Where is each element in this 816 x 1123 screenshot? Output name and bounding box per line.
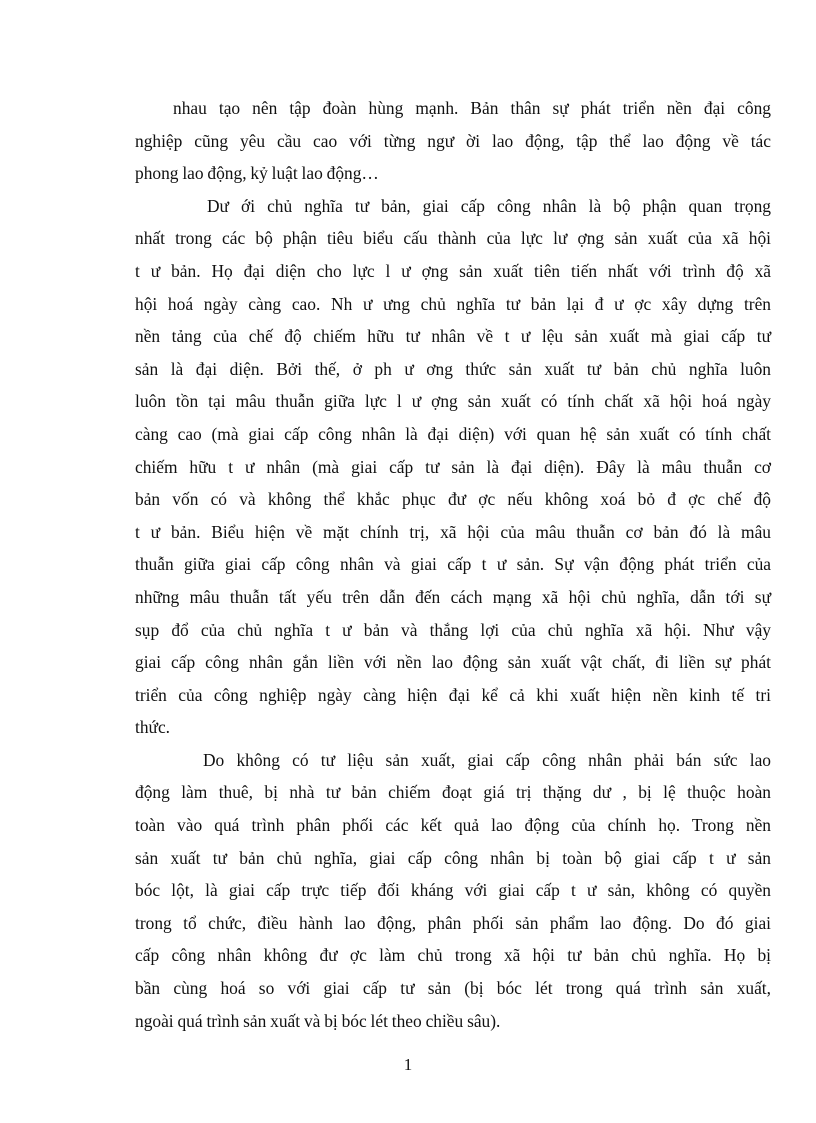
text-line: cấp công nhân không đư ợc làm chủ trong xã hội tư bản chủ nghĩa. Họ bị bbox=[135, 945, 771, 966]
text-line: giai cấp công nhân gắn liền với nền lao động sản xuất vật chất, đi liền sự phát bbox=[135, 652, 771, 673]
text-line: bản vốn có và không thể khắc phục đư ợc nếu không xoá bỏ đ ợc chế độ bbox=[135, 489, 771, 510]
text-line: t ư bản. Họ đại diện cho lực l ư ợng sản xuất tiên tiến nhất với trình độ xã bbox=[135, 260, 771, 281]
text-line: ngoài quá trình sản xuất và bị bóc lét theo chiều sâu). bbox=[135, 1010, 501, 1031]
text-line: nền tảng của chế độ chiếm hữu tư nhân về t ư lệu sản xuất mà giai cấp tư bbox=[135, 326, 771, 347]
paragraph-1 bbox=[135, 92, 771, 190]
paragraph-3 bbox=[135, 744, 771, 1037]
text-line: t ư bản. Biểu hiện về mặt chính trị, xã hội của mâu thuẫn cơ bản đó là mâu bbox=[135, 521, 771, 542]
text-line: Dư ới chủ nghĩa tư bản, giai cấp công nhân là bộ phận quan trọng bbox=[207, 195, 771, 216]
text-line: triển của công nghiệp ngày càng hiện đại kể cả khi xuất hiện nền kinh tế tri bbox=[135, 684, 771, 705]
text-line: trong tổ chức, điều hành lao động, phân phối sản phẩm lao động. Do đó giai bbox=[135, 912, 771, 933]
text-line: toàn vào quá trình phân phối các kết quả lao động của chính họ. Trong nền bbox=[135, 815, 771, 836]
text-line: chiếm hữu t ư nhân (mà giai cấp tư sản là đại diện). Đây là mâu thuẫn cơ bbox=[135, 456, 771, 477]
text-line: thức. bbox=[135, 717, 171, 738]
text-line: thuẫn giữa giai cấp công nhân và giai cấp t ư sản. Sự vận động phát triển của bbox=[135, 554, 771, 575]
text-line: động làm thuê, bị nhà tư bản chiếm đoạt giá trị thặng dư , bị lệ thuộc hoàn bbox=[135, 782, 771, 803]
text-line: phong lao động, kỷ luật lao động… bbox=[135, 163, 379, 184]
paragraph-2 bbox=[135, 190, 771, 744]
text-line: nhất trong các bộ phận tiêu biểu cấu thành của lực lư ợng sản xuất của xã hội bbox=[135, 228, 771, 249]
text-line: nghiệp cũng yêu cầu cao với từng ngư ời lao động, tập thể lao động về tác bbox=[135, 130, 771, 151]
text-line: nhau tạo nên tập đoàn hùng mạnh. Bản thân sự phát triển nền đại công bbox=[173, 98, 771, 118]
text-line: sản xuất tư bản chủ nghĩa, giai cấp công nhân bị toàn bộ giai cấp t ư sản bbox=[135, 847, 771, 868]
text-line: luôn tồn tại mâu thuẫn giữa lực l ư ợng sản xuất có tính chất xã hội hoá ngày bbox=[135, 391, 771, 412]
text-line: càng cao (mà giai cấp công nhân là đại diện) với quan hệ sản xuất có tính chất bbox=[135, 423, 771, 444]
text-line: sản là đại diện. Bởi thế, ở ph ư ơng thức sản xuất tư bản chủ nghĩa luôn bbox=[135, 358, 771, 379]
text-line: sụp đổ của chủ nghĩa t ư bản và thắng lợi của chủ nghĩa xã hội. Như vậy bbox=[135, 619, 771, 640]
text-line: bóc lột, là giai cấp trực tiếp đối kháng với giai cấp t ư sản, không có quyền bbox=[135, 880, 771, 901]
text-line: Do không có tư liệu sản xuất, giai cấp công nhân phải bán sức lao bbox=[203, 749, 771, 770]
body-text bbox=[135, 92, 771, 1037]
text-line: những mâu thuẫn tất yếu trên dẫn đến cách mạng xã hội chủ nghĩa, dẫn tới sự bbox=[135, 586, 771, 607]
text-line: hội hoá ngày càng cao. Nh ư ưng chủ nghĩa tư bản lại đ ư ợc xây dựng trên bbox=[135, 293, 771, 314]
text-line: bần cùng hoá so với giai cấp tư sản (bị bóc lét trong quá trình sản xuất, bbox=[135, 978, 771, 999]
page-number: 1 bbox=[403, 1055, 413, 1074]
